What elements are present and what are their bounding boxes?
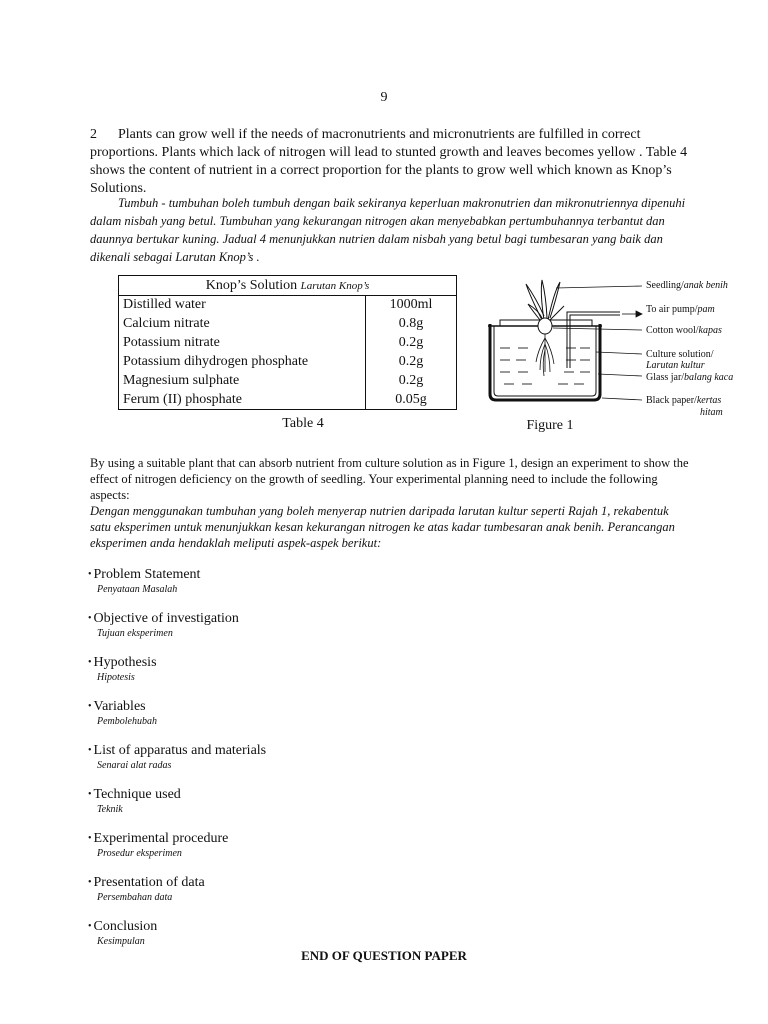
list-item: • Conclusion Kesimpulan (88, 918, 488, 962)
aspect-malay: Prosedur eksperimen (97, 848, 182, 860)
question-number: 2 (90, 127, 97, 142)
table-header-english: Knop’s Solution (205, 277, 298, 293)
question-body-malay: Tumbuh - tumbuhan boleh tumbuh dengan baik sekiranya keperluan makronutrien dan mikronutriennya dipenuhi dalam nisbah yang betul. Tumbuhan yang kekurangan nitrogen akan menyebabkan pertumbuhannya terbantut dan daunnya bertukar kuning. Jadual 4 menunjukkan nutrien dalam nisbah yang betul bagi tumbesaran yang baik dan dikenali sebagai Larutan Knop’s . (90, 196, 686, 264)
end-of-paper-text: END OF QUESTION PAPER (301, 948, 467, 963)
table-row-name: Potassium dihydrogen phosphate (119, 352, 366, 371)
aspect-english: Presentation of data (93, 875, 205, 891)
label-black-paper: Black paper/kertas (646, 395, 722, 406)
figure-caption: Figure 1 (526, 418, 574, 433)
figure-culture-apparatus (470, 276, 750, 426)
lid-right-piece (550, 320, 592, 326)
table-row-name: Calcium nitrate (119, 314, 366, 333)
design-text-english: By using a suitable plant that can absorb nutrient from culture solution as in Figure 1, design an experiment to show the effect of nitrogen deficiency on the growth of seedling. Your experimental planning need to include the following aspects: (90, 456, 689, 502)
roots-shape (536, 334, 554, 376)
label-cotton-wool: Cotton wool/kapas (646, 325, 722, 336)
label-leaders (553, 286, 642, 400)
aspect-malay: Hipotesis (97, 672, 135, 684)
list-item: • Experimental procedure Prosedur eksperimen (88, 830, 488, 874)
table-header-malay: Larutan Knop’s (300, 279, 370, 292)
design-text-malay: Dengan menggunakan tumbuhan yang boleh menyerap nutrien daripada larutan kultur seperti Rajah 1, rekabentuk satu eksperimen untuk menunjukkan kesan kekurangan nitrogen ke atas kadar tumbesaran anak benih. Perancangan eksperimen anda hendaklah meliputi aspek-aspek berikut: (90, 504, 675, 550)
aspect-english: Conclusion (93, 919, 158, 935)
label-seedling: Seedling/anak benih (646, 280, 728, 291)
table-row-amount: 0.2g (366, 352, 457, 371)
seedling-shape (526, 280, 564, 320)
table-row-amount: 0.2g (366, 371, 457, 390)
list-item: • Hypothesis Hipotesis (88, 654, 488, 698)
list-item: • Variables Pembolehubah (88, 698, 488, 742)
list-item: • Problem Statement Penyataan Masalah (88, 566, 488, 610)
aspect-malay: Pembolehubah (97, 716, 157, 728)
table-header (119, 276, 457, 296)
list-item: • List of apparatus and materials Senarai alat radas (88, 742, 488, 786)
question-text-malay (90, 194, 690, 266)
table-row-name: Magnesium sulphate (119, 371, 366, 390)
label-black-paper-cont: hitam (700, 407, 723, 418)
page-number: 9 (380, 90, 388, 105)
table-row-amount: 0.2g (366, 333, 457, 352)
aspect-malay: Persembahan data (97, 892, 173, 904)
aspect-english: Hypothesis (93, 655, 157, 671)
lid-left-piece (500, 320, 542, 326)
aspect-english: Experimental procedure (93, 831, 229, 847)
list-item: • Objective of investigation Tujuan eksperimen (88, 610, 488, 654)
aspect-malay: Penyataan Masalah (97, 584, 178, 596)
aspect-malay: Tujuan eksperimen (97, 628, 173, 640)
aspect-malay: Kesimpulan (97, 936, 145, 948)
list-item: • Presentation of data Persembahan data (88, 874, 488, 918)
label-glass-jar: Glass jar/balang kaca (646, 372, 734, 383)
knop-solution-table (118, 275, 457, 410)
aspect-english: Variables (93, 699, 146, 715)
question-body-english: Plants can grow well if the needs of macronutrients and micronutrients are fulfilled in correct proportions. Plants which lack of nitrogen will lead to stunted growth and leaves becomes yellow . Table 4 shows the content of nutrient in a correct proportion for the plants to grow well which known as Knop’s Solutions. (90, 127, 688, 196)
cotton-wool-shape (538, 318, 552, 334)
aspect-english: List of apparatus and materials (93, 743, 267, 759)
aspect-english: Objective of investigation (93, 611, 239, 627)
label-culture-solution: Culture solution/ Larutan kultur (646, 349, 714, 371)
aspect-english: Problem Statement (93, 567, 201, 583)
label-air-pump: To air pump/pam (646, 304, 715, 315)
aspect-english: Technique used (93, 787, 181, 803)
table-row-amount: 0.8g (366, 314, 457, 333)
table-row-amount: 1000ml (366, 296, 457, 315)
table-row-name: Ferum (II) phosphate (119, 390, 366, 410)
table-row-name: Potassium nitrate (119, 333, 366, 352)
table-row-name: Distilled water (119, 296, 366, 315)
question-text-english (90, 126, 690, 198)
list-item: • Technique used Teknik (88, 786, 488, 830)
table-row-amount: 0.05g (366, 390, 457, 410)
table-caption: Table 4 (282, 416, 324, 431)
aspect-malay: Senarai alat radas (97, 760, 172, 772)
aspect-malay: Teknik (97, 804, 123, 816)
aspects-list (88, 566, 488, 962)
